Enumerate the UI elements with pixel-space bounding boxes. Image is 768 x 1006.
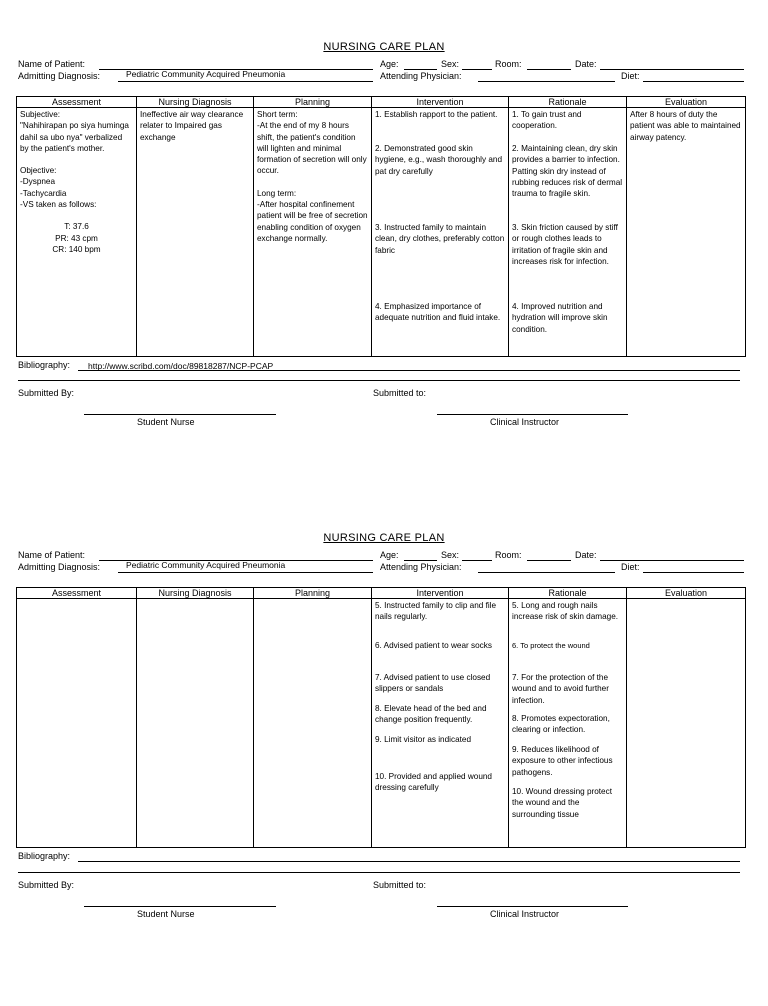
name-of-patient-label: Name of Patient:	[18, 550, 86, 560]
rationale-item: 6. To protect the wound	[512, 641, 590, 650]
evaluation-cell	[627, 599, 746, 848]
room-label: Room:	[495, 59, 522, 69]
care-plan-table-1	[16, 96, 746, 357]
room-line	[527, 560, 571, 561]
subjective-text: "Nahihirapan po siya huminga dahil sa ubo nya" verbalized by the patient's mother.	[20, 121, 129, 153]
rationale-cell	[509, 108, 627, 357]
evaluation-cell	[627, 108, 746, 357]
diet-line	[643, 572, 744, 573]
nursing-diagnosis-cell	[137, 599, 254, 848]
intervention-item: 3. Instructed family to maintain clean, dry clothes, preferably cotton fabric	[375, 223, 505, 255]
date-label: Date:	[575, 550, 597, 560]
bibliography-line-2	[18, 872, 740, 873]
header-intervention: Intervention	[372, 588, 509, 599]
admitting-diagnosis-line	[118, 81, 373, 82]
age-label: Age:	[380, 59, 399, 69]
student-nurse-label: Student Nurse	[137, 417, 195, 427]
diet-label: Diet:	[621, 71, 640, 81]
short-term-label: Short term:	[257, 110, 298, 119]
submitted-by-label: Submitted By:	[18, 880, 75, 890]
table-row	[17, 599, 746, 848]
objective-item: -VS taken as follows:	[20, 200, 97, 210]
assessment-cell	[17, 599, 137, 848]
admitting-diagnosis-label: Admitting Diagnosis:	[18, 71, 101, 81]
assessment-cell	[17, 108, 137, 357]
short-term-text: -At the end of my 8 hours shift, the patient's condition will lighten and minimal formation of secretion will only occur.	[257, 121, 367, 176]
attending-physician-line	[478, 81, 615, 82]
rationale-item: 9. Reduces likelihood of exposure to other infectious pathogens.	[512, 745, 613, 777]
objective-label: Objective:	[20, 166, 57, 176]
evaluation-text: After 8 hours of duty the patient was able to maintained airway patency.	[630, 110, 741, 142]
bibliography-link[interactable]: http://www.scribd.com/doc/89818287/NCP-PCAP	[88, 361, 274, 371]
vital-sign-cardiac: CR: 140 bpm	[52, 244, 101, 254]
rationale-item: 7. For the protection of the wound and to avoid further infection.	[512, 673, 609, 705]
header-evaluation: Evaluation	[627, 588, 746, 599]
intervention-item: 10. Provided and applied wound dressing carefully	[375, 772, 492, 793]
bibliography-label: Bibliography:	[18, 851, 71, 861]
objective-item: -Dyspnea	[20, 177, 56, 187]
intervention-item: 5. Instructed family to clip and file nails regularly.	[375, 601, 497, 622]
intervention-cell	[372, 108, 509, 357]
planning-cell	[254, 108, 372, 357]
room-line	[527, 69, 571, 70]
header-assessment: Assessment	[17, 588, 137, 599]
student-nurse-signature-line	[84, 906, 276, 907]
header-planning: Planning	[254, 97, 372, 108]
nursing-diagnosis-text: Ineffective air way clearance relater to Impaired gas exchange	[140, 110, 244, 142]
diet-label: Diet:	[621, 562, 640, 572]
intervention-item: 1. Establish rapport to the patient.	[375, 110, 498, 119]
rationale-item: 3. Skin friction caused by stiff or rough clothes leads to irritation of fragile skin and increases risk for infection.	[512, 223, 618, 266]
header-rationale: Rationale	[509, 97, 627, 108]
rationale-cell	[509, 599, 627, 848]
table-row	[17, 108, 746, 357]
intervention-item: 9. Limit visitor as indicated	[375, 735, 472, 744]
long-term-label: Long term:	[257, 188, 297, 198]
sex-line	[462, 69, 492, 70]
rationale-item: 1. To gain trust and cooperation.	[512, 110, 582, 131]
attending-physician-label: Attending Physician:	[380, 71, 462, 81]
bibliography-line-2	[18, 380, 740, 381]
admitting-diagnosis-value: Pediatric Community Acquired Pneumonia	[126, 560, 286, 570]
sex-label: Sex:	[441, 59, 460, 69]
objective-item: -Tachycardia	[20, 188, 67, 198]
rationale-item: 2. Maintaining clean, dry skin provides a barrier to infection. Patting skin dry instead of rubbing reduces risk of dermal trauma to fragile skin.	[512, 144, 623, 199]
header-assessment: Assessment	[17, 97, 137, 108]
subjective-label: Subjective:	[20, 110, 61, 119]
admitting-diagnosis-line	[118, 572, 373, 573]
long-term-text: -After hospital confinement patient will be free of secretion enabling condition of oxygen exchange normally.	[257, 200, 368, 243]
clinical-instructor-label: Clinical Instructor	[490, 417, 560, 427]
nursing-diagnosis-cell	[137, 108, 254, 357]
age-line	[404, 560, 437, 561]
sex-line	[462, 560, 492, 561]
header-intervention: Intervention	[372, 97, 509, 108]
date-line	[600, 69, 744, 70]
bibliography-line	[78, 370, 740, 371]
planning-cell	[254, 599, 372, 848]
name-of-patient-label: Name of Patient:	[18, 59, 86, 69]
date-line	[600, 560, 744, 561]
bibliography-label: Bibliography:	[18, 360, 71, 370]
clinical-instructor-label: Clinical Instructor	[490, 909, 560, 919]
submitted-to-label: Submitted to:	[373, 880, 427, 890]
vital-sign-pulse: PR: 43 cpm	[55, 233, 98, 243]
submitted-to-label: Submitted to:	[373, 388, 427, 398]
rationale-item: 8. Promotes expectoration, clearing or infection.	[512, 714, 610, 735]
table-header-row	[17, 588, 746, 599]
page2-title: NURSING CARE PLAN	[323, 532, 445, 544]
rationale-item: 10. Wound dressing protect the wound and the surrounding tissue	[512, 787, 612, 819]
admitting-diagnosis-label: Admitting Diagnosis:	[18, 562, 101, 572]
vital-sign-temperature: T: 37.6	[64, 222, 89, 232]
rationale-item: 5. Long and rough nails increase risk of skin damage.	[512, 601, 619, 622]
intervention-item: 4. Emphasized importance of adequate nutrition and fluid intake.	[375, 302, 501, 323]
date-label: Date:	[575, 59, 597, 69]
page1-title: NURSING CARE PLAN	[323, 41, 445, 53]
room-label: Room:	[495, 550, 522, 560]
header-nursing-diagnosis: Nursing Diagnosis	[137, 97, 254, 108]
clinical-instructor-signature-line	[437, 414, 628, 415]
intervention-item: 6. Advised patient to wear socks	[375, 641, 492, 650]
intervention-item: 2. Demonstrated good skin hygiene, e.g., wash thoroughly and pat dry carefully	[375, 144, 502, 176]
table-header-row	[17, 97, 746, 108]
admitting-diagnosis-value: Pediatric Community Acquired Pneumonia	[126, 69, 286, 79]
sex-label: Sex:	[441, 550, 460, 560]
intervention-item: 7. Advised patient to use closed slippers or sandals	[375, 673, 491, 694]
clinical-instructor-signature-line	[437, 906, 628, 907]
student-nurse-signature-line	[84, 414, 276, 415]
header-nursing-diagnosis: Nursing Diagnosis	[137, 588, 254, 599]
care-plan-table-2	[16, 587, 746, 848]
attending-physician-line	[478, 572, 615, 573]
submitted-by-label: Submitted By:	[18, 388, 75, 398]
rationale-item: 4. Improved nutrition and hydration will improve skin condition.	[512, 302, 608, 334]
intervention-cell	[372, 599, 509, 848]
intervention-item: 8. Elevate head of the bed and change position frequently.	[375, 704, 487, 725]
header-planning: Planning	[254, 588, 372, 599]
attending-physician-label: Attending Physician:	[380, 562, 462, 572]
diet-line	[643, 81, 744, 82]
header-evaluation: Evaluation	[627, 97, 746, 108]
age-line	[404, 69, 437, 70]
header-rationale: Rationale	[509, 588, 627, 599]
age-label: Age:	[380, 550, 399, 560]
student-nurse-label: Student Nurse	[137, 909, 195, 919]
bibliography-line	[78, 861, 740, 862]
